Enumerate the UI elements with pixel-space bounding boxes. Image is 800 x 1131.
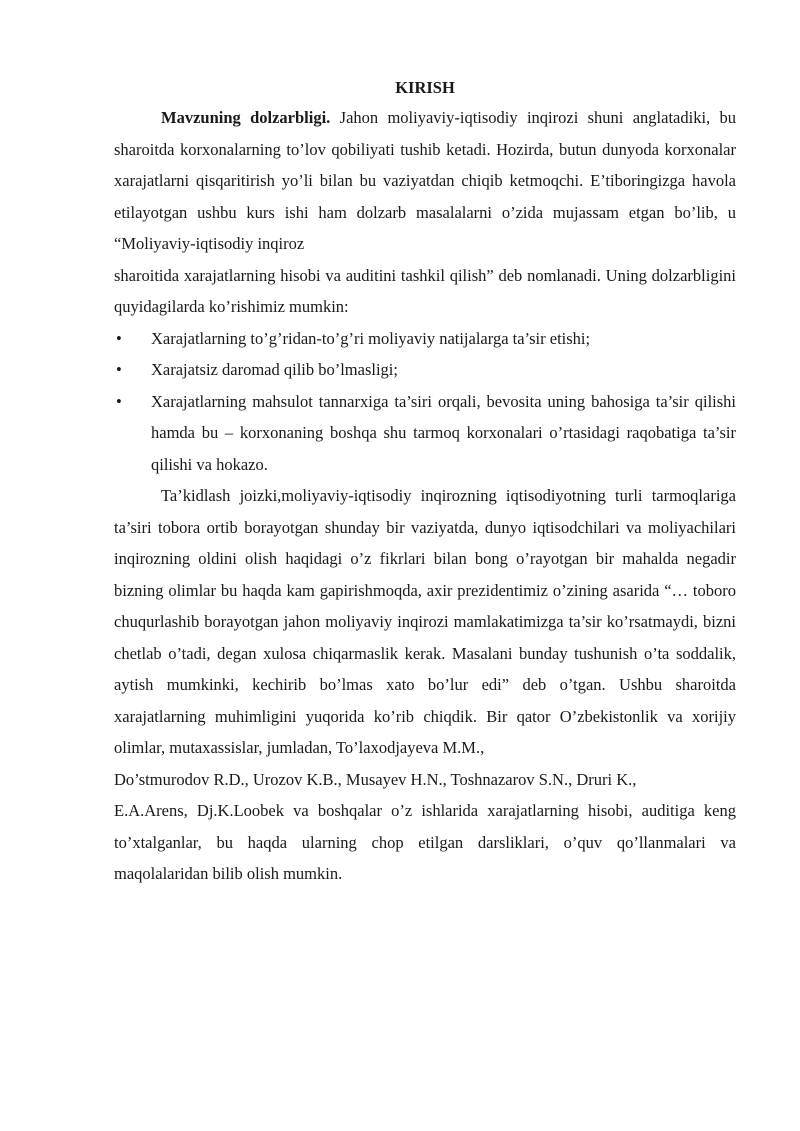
- bullet-text: Xarajatlarning to’g’ridan-to’g’ri moliyaviy natijalarga ta’sir etishi;: [151, 328, 591, 348]
- bullet-icon: •: [116, 328, 122, 348]
- bullet-item: [114, 354, 736, 386]
- document-page: [114, 74, 736, 890]
- intro-text: Jahon moliyaviy-iqtisodiy inqirozi shuni anglatadiki, bu sharoitda korxonalarning to’lov qobiliyati tushib ketadi. Hozirda, butun dunyoda korxonalar xarajatlarni qisqaritirish yo’li bilan bu vaziyatdan chiqib ketmoqchi. E’tiboringizga havola etilayotgan ushbu kurs ishi ham dolzarb masalalarni o’zida mujassam etgan bo’lib, u “Moliyaviy-iqtisodiy inqiroz: [114, 108, 736, 253]
- bullet-icon: •: [116, 391, 122, 411]
- section-heading: KIRISH: [395, 78, 455, 97]
- bullet-list: [114, 323, 736, 481]
- intro-lead: Mavzuning dolzarbligi.: [161, 108, 331, 127]
- body-paragraph-line: Do’stmurodov R.D., Urozov K.B., Musayev H.N., Toshnazarov S.N., Druri K.,: [114, 769, 637, 789]
- bullet-item: [114, 323, 736, 355]
- bullet-text: Xarajatsiz daromad qilib bo’lmasligi;: [151, 360, 398, 379]
- bullet-icon: •: [116, 360, 122, 379]
- intro-paragraph: [114, 102, 736, 260]
- bullet-text: Xarajatlarning mahsulot tannarxiga ta’siri orqali, bevosita uning bahosiga ta’sir qilishi hamda bu – korxonaning boshqa shu tarmoq korxonalari o’rtasidagi raqobatiga ta’sir qilishi va hokazo.: [151, 391, 736, 474]
- body-paragraph: Ta’kidlash joizki,moliyaviy-iqtisodiy inqirozning iqtisodiyotning turli tarmoqlariga ta’siri tobora ortib borayotgan shunday bir vaziyatda, dunyo iqtisodchilari va moliyachilari inqirozning oldini olish haqidagi o’z fikrlari bilan bong o’rayotgan bir mahalda negadir bizning olimlar bu haqda kam gapirishmoqda, axir prezidentimiz o’zining asarida “… toboro chuqurlashib borayotgan jahon moliyaviy inqirozi mamlakatimizga ta’sir ko’rsatmaydi, bizni chetlab o’tadi, degan xulosa chiqarmaslik kerak. Masalani bunday tushunish o’ta soddalik, aytish mumkinki, kechirib bo’lmas xato bo’lur edi” deb o’tgan. Ushbu sharoitda xarajatlarning muhimligini yuqorida ko’rib chiqdik. Bir qator O’zbekistonlik va xorijiy olimlar, mutaxassislar, jumladan, To’laxodjayeva M.M.,: [114, 486, 736, 757]
- body-paragraph-line: E.A.Arens, Dj.K.Loobek va boshqalar o’z ishlarida xarajatlarning hisobi, auditiga keng to’xtalganlar, bu haqda ularning chop etilgan darsliklari, o’quv qo’llanmalari va maqolalaridan bilib olish mumkin.: [114, 801, 736, 883]
- bullet-item: [114, 386, 736, 481]
- intro-paragraph-continuation: sharoitida xarajatlarning hisobi va auditini tashkil qilish” deb nomlanadi. Uning dolzarbligini quyidagilarda ko’rishimiz mumkin:: [114, 265, 736, 316]
